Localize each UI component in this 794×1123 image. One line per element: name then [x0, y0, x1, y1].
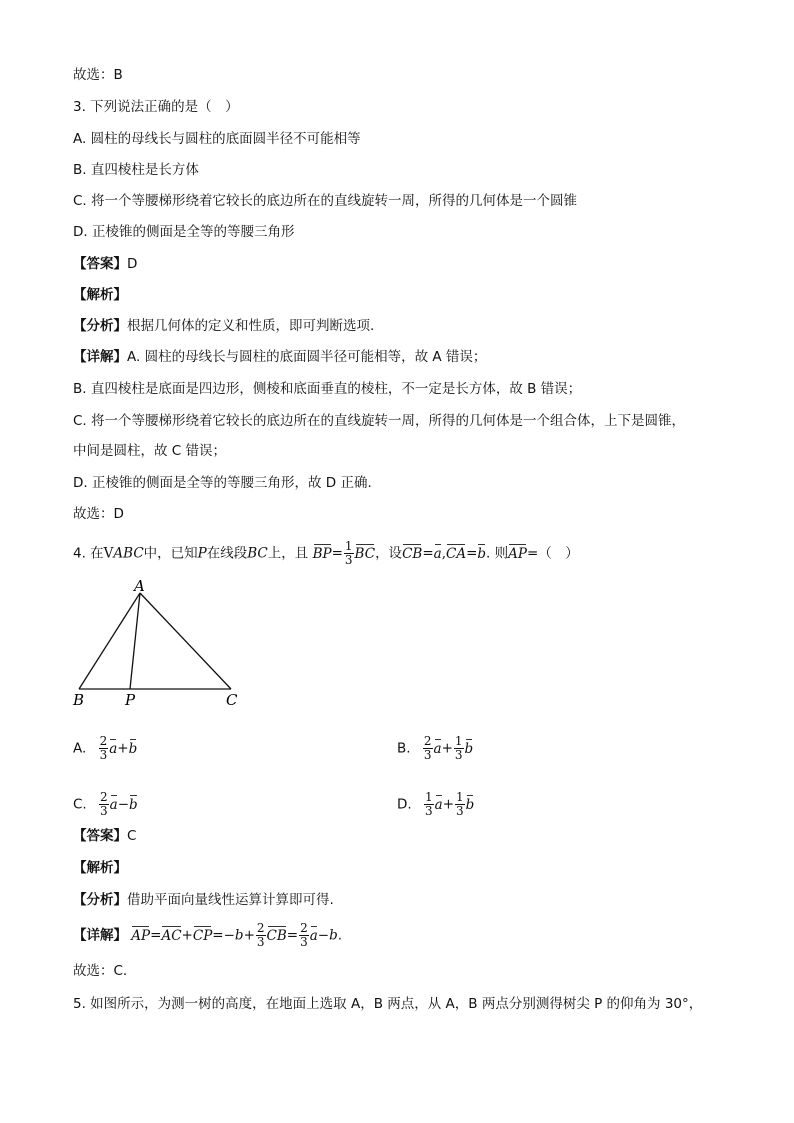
q4-analysis-tag: 【解析】	[73, 860, 127, 876]
label-c: C	[226, 691, 238, 709]
point-p: P	[197, 545, 207, 562]
coef-frac	[423, 735, 433, 762]
fraction-two-thirds	[299, 922, 309, 949]
vector-a: a	[433, 740, 442, 757]
q4-final: 故选：C.	[73, 963, 128, 979]
q4-stem-mid1: 中，已知	[143, 545, 198, 562]
segment-bc: BC	[247, 545, 268, 562]
vector-cp: CP	[192, 927, 213, 944]
minus-b: −b	[223, 927, 244, 944]
equals: =	[466, 545, 478, 562]
option-letter: D.	[397, 796, 412, 813]
equals: =	[331, 545, 343, 562]
q3-final: 故选：D	[73, 506, 124, 522]
q5-stem: 5. 如图所示，为测一树的高度，在地面上选取 A，B 两点，从 A，B 两点分别测得树尖 P 的仰角为 30°，	[73, 996, 703, 1012]
fenxi-text: 根据几何体的定义和性质，即可判断选项.	[127, 318, 375, 334]
q3-stem: 3. 下列说法正确的是（ ）	[73, 99, 239, 115]
q3-detail-c1: C. 将一个等腰梯形绕着它较长的底边所在的直线旋转一周，所得的几何体是一个组合体，上下是圆锥，	[73, 413, 686, 429]
numerator: 1	[424, 790, 433, 804]
q4-option-a	[73, 735, 137, 762]
q3-detail-b: B. 直四棱柱是底面是四边形，侧棱和底面垂直的棱柱，不一定是长方体，故 B 错误；	[73, 381, 582, 397]
q3-option-c: C. 将一个等腰梯形绕着它较长的底边所在的直线旋转一周，所得的几何体是一个圆锥	[73, 193, 578, 209]
vector-ap: AP	[508, 545, 527, 562]
vector-cb: CB	[402, 545, 423, 562]
denominator: 3	[423, 748, 432, 762]
vector-a: a	[433, 545, 442, 562]
vector-bc: BC	[354, 545, 376, 562]
q4-stem	[73, 540, 579, 567]
period: .	[337, 927, 343, 944]
vector-bp: BP	[312, 545, 332, 562]
denominator: 3	[424, 804, 433, 818]
denominator: 3	[100, 804, 108, 818]
label-a: A	[134, 577, 145, 595]
coef-frac	[99, 735, 109, 762]
numerator: 2	[423, 734, 432, 748]
vector-a: a	[109, 796, 118, 813]
operator: +	[442, 796, 454, 813]
fraction-two-thirds	[256, 922, 266, 949]
vector-b: b	[477, 545, 487, 562]
detail-tag: 【详解】	[73, 927, 127, 944]
vector-a: a	[434, 796, 443, 813]
coef-frac	[454, 735, 464, 762]
denominator: 3	[300, 935, 308, 949]
side-ac	[140, 593, 231, 689]
vector-a: a	[309, 927, 318, 944]
q3-detail-c2: 中间是圆柱，故 C 错误；	[73, 443, 227, 459]
triangle-abc: ABC	[113, 545, 144, 562]
operator: −	[117, 796, 130, 813]
triangle-symbol: V	[103, 545, 114, 562]
operator: +	[441, 740, 453, 757]
comma: ,	[441, 545, 446, 562]
q3-fenxi	[73, 316, 374, 336]
q3-option-a: A. 圆柱的母线长与圆柱的底面圆半径不可能相等	[73, 131, 361, 147]
answer-value: C	[127, 828, 137, 844]
q2-answer-line: 故选：B	[73, 67, 123, 83]
answer-value: D	[127, 256, 138, 272]
numerator: 2	[256, 921, 265, 935]
q4-detail	[73, 922, 342, 949]
vector-cb: CB	[266, 927, 287, 944]
numerator: 1	[456, 790, 464, 804]
fenxi-text: 借助平面向量线性运算计算即可得.	[127, 892, 334, 908]
q4-answer	[73, 826, 136, 846]
numerator: 1	[454, 734, 463, 748]
q4-stem-end: =（ ）	[526, 545, 579, 562]
q3-option-d: D. 正棱锥的侧面是全等的等腰三角形	[73, 224, 295, 240]
q4-fenxi	[73, 890, 334, 910]
label-p: P	[125, 691, 136, 709]
coef-frac	[424, 791, 434, 818]
triangle-figure	[70, 575, 250, 710]
coef-frac	[455, 791, 465, 818]
vector-b: b	[128, 740, 138, 757]
plus: +	[243, 927, 255, 944]
denominator: 3	[99, 748, 108, 762]
q3-answer	[73, 254, 137, 274]
numerator: 2	[300, 921, 308, 935]
q4-stem-mid2: 在线段	[206, 545, 248, 562]
detail-a-text: A. 圆柱的母线长与圆柱的底面圆半径可能相等，故 A 错误；	[127, 349, 487, 365]
q4-option-c	[73, 791, 138, 818]
fenxi-tag: 【分析】	[73, 892, 127, 908]
coef-frac	[99, 791, 109, 818]
vector-ca: CA	[445, 545, 467, 562]
q3-detail-d: D. 正棱锥的侧面是全等的等腰三角形，故 D 正确.	[73, 475, 372, 491]
q3-analysis-tag: 【解析】	[73, 287, 127, 303]
answer-tag: 【答案】	[73, 256, 127, 272]
equals: =	[422, 545, 434, 562]
vector-ac: AC	[161, 927, 182, 944]
plus: +	[181, 927, 193, 944]
q4-stem-mid3: 上，且	[267, 545, 309, 562]
minus-b: −b	[317, 927, 338, 944]
q4-stem-set: ，设	[375, 545, 403, 562]
denominator: 3	[256, 935, 265, 949]
q4-stem-pre: 4. 在	[73, 545, 104, 562]
answer-tag: 【答案】	[73, 828, 127, 844]
numerator: 1	[344, 539, 353, 553]
q3-detail-a	[73, 347, 486, 367]
option-letter: A.	[73, 740, 87, 757]
fenxi-tag: 【分析】	[73, 318, 127, 334]
vector-b: b	[464, 740, 474, 757]
denominator: 3	[456, 804, 464, 818]
equals: =	[286, 927, 299, 944]
q4-option-d	[397, 791, 474, 818]
equals: =	[212, 927, 224, 944]
label-b: B	[73, 691, 85, 709]
fraction-one-third	[344, 540, 354, 567]
denominator: 3	[454, 748, 463, 762]
vector-ap: AP	[131, 927, 151, 944]
denominator: 3	[344, 553, 353, 567]
q4-stem-then: . 则	[486, 545, 509, 562]
option-letter: C.	[73, 796, 87, 813]
numerator: 2	[100, 790, 108, 804]
detail-tag: 【详解】	[73, 349, 127, 365]
option-letter: B.	[397, 740, 411, 757]
q3-option-b: B. 直四棱柱是长方体	[73, 162, 199, 178]
numerator: 2	[99, 734, 108, 748]
operator: +	[117, 740, 129, 757]
vector-a: a	[109, 740, 118, 757]
equals: =	[150, 927, 162, 944]
vector-b: b	[465, 796, 475, 813]
q4-option-b	[397, 735, 473, 762]
vector-b: b	[129, 796, 138, 813]
